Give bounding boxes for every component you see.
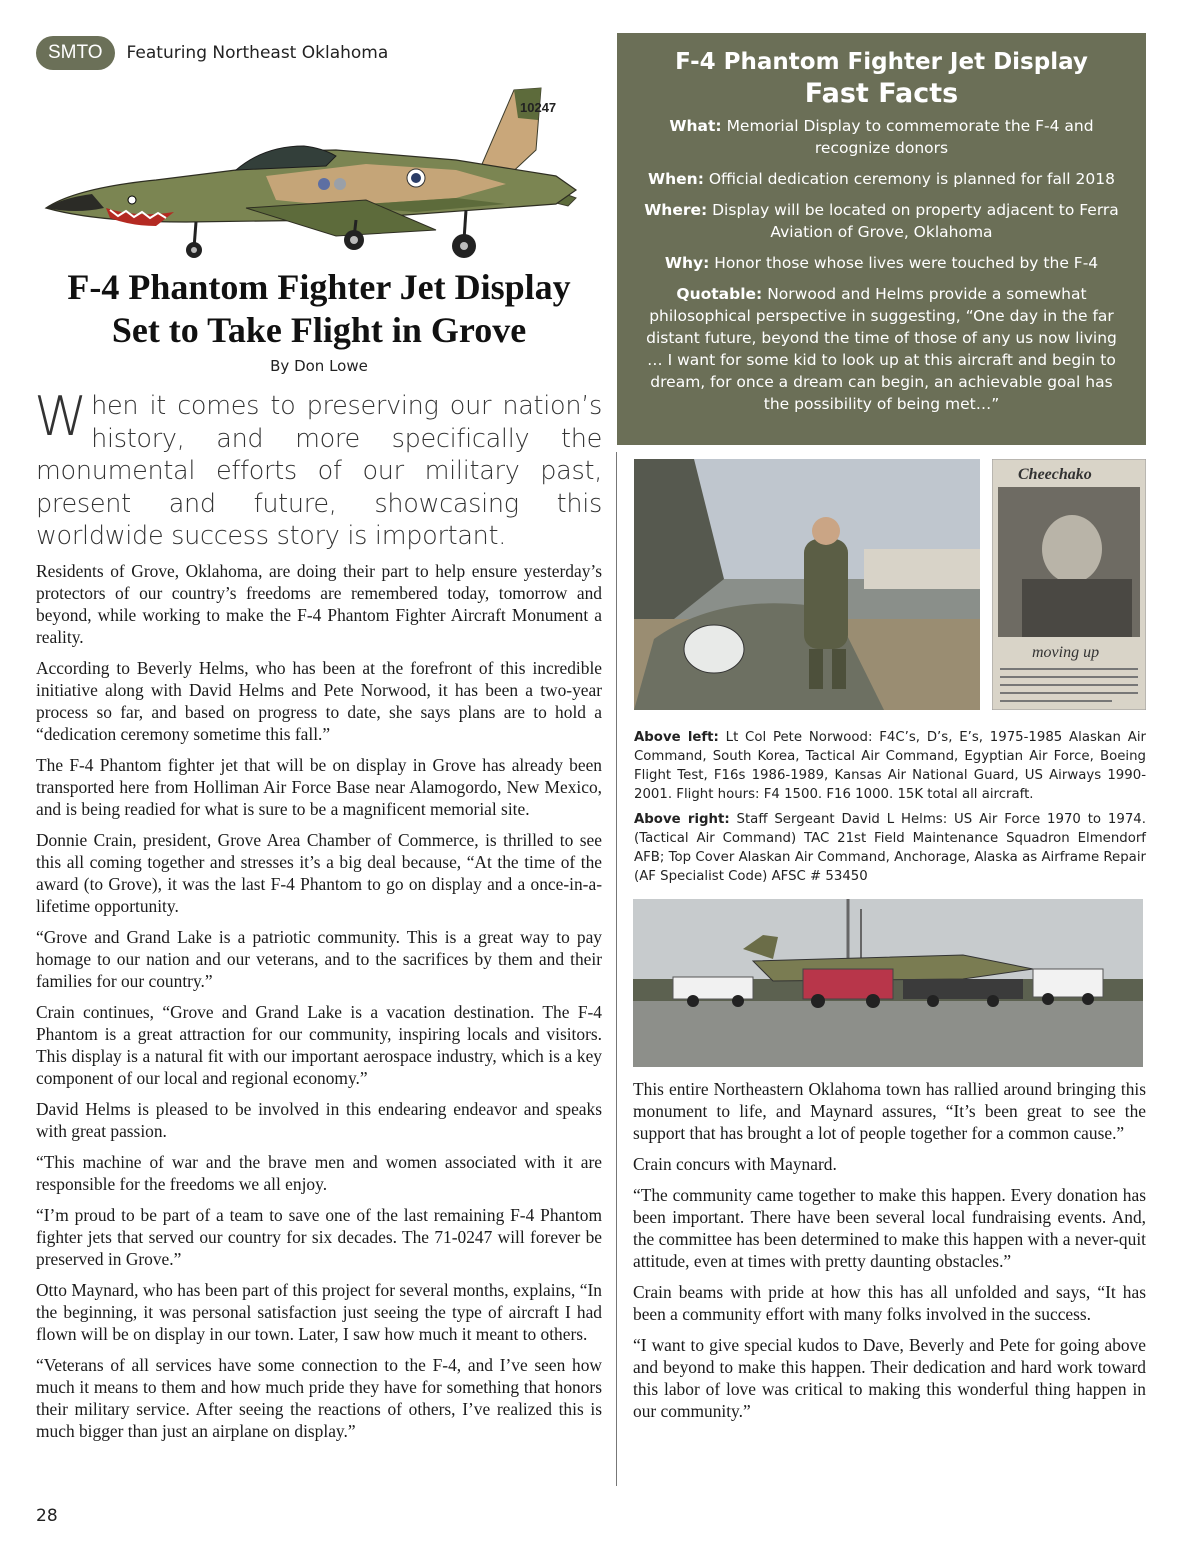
newspaper-clipping-photo (992, 459, 1146, 710)
magazine-badge: SMTO (36, 36, 115, 70)
byline: By Don Lowe (270, 357, 368, 375)
lede-paragraph (34, 385, 602, 553)
body-paragraph: “Veterans of all services have some connection to the F-4, and I’ve seen how much it means to them and how much pride they have for something that honors their military service. After seeing the reactions of others, I’ve realized this is much bigger than just an airplane on display.” (36, 1355, 602, 1441)
body-paragraph: This entire Northeastern Oklahoma town has rallied around bringing this monument to life, and Maynard assures, “It’s been great to see the support that has brought a lot of people together for a common cause.” (633, 1079, 1146, 1143)
body-column-left (36, 560, 602, 1451)
body-paragraph: David Helms is pleased to be involved in this endearing endeavor and speaks with great passion. (36, 1099, 602, 1141)
fast-facts-subtitle: Fast Facts (804, 78, 959, 109)
tail-code: 10247 (520, 100, 557, 115)
body-paragraph: “I want to give special kudos to Dave, Beverly and Pete for going above and beyond to make this happen. Their dedication and hard work toward this labor of love was critical to making this wonderful thing happen in our community.” (633, 1335, 1146, 1421)
body-paragraph: Otto Maynard, who has been part of this project for several months, explains, “In the beginning, it was personal satisfaction just seeing the type of aircraft I had flown will be on display in our town. Later, I saw how much it meant to others. (36, 1280, 602, 1344)
fact-where: Where: Display will be located on property adjacent to Ferra Aviation of Grove, Oklahoma (644, 201, 1119, 241)
body-paragraph: Crain beams with pride at how this has all unfolded and says, “It has been a community effort with many folks involved in the success. (633, 1282, 1146, 1324)
body-paragraph: “I’m proud to be part of a team to save one of the last remaining F-4 Phantom fighter jets that served our country for six decades. The 71-0247 will forever be preserved in Grove.” (36, 1205, 602, 1269)
article-title-line1: F-4 Phantom Fighter Jet Display (67, 267, 571, 307)
fact-quotable: Quotable: Norwood and Helms provide a somewhat philosophical perspective in suggesting, “One day in the far distant future, beyond the time of those of any us now living … I want for some kid to look up at this aircraft and begin to dream, for once a dream can begin, an achievable goal has the possibility of being met…” (646, 285, 1117, 413)
article-title (36, 266, 602, 352)
f4-phantom-image (36, 80, 616, 260)
body-paragraph: The F-4 Phantom fighter jet that will be on display in Grove has already been transported here from Holliman Air Force Base near Alamogordo, New Mexico, and is being readied for what is sure to be a magnificent memorial site. (36, 755, 602, 819)
clipping-title: Cheechako (1018, 466, 1092, 483)
body-paragraph: “This machine of war and the brave men and women associated with it are responsible for the freedoms we all enjoy. (36, 1152, 602, 1194)
body-paragraph: Donnie Crain, president, Grove Area Chamber of Commerce, is thrilled to see this all coming together and stresses it’s a big deal because, “At the time of the award (to Grove), it was the last F-4 Phantom to go on display and a once-in-a-lifetime opportunity. (36, 830, 602, 916)
body-paragraph: Crain continues, “Grove and Grand Lake is a vacation destination. The F-4 Phantom is a great attraction for our community, inspiring locals and visitors. This display is a natural fit with our important aerospace industry, which is a key component of our local and regional economy.” (36, 1002, 602, 1088)
article-title-line2: Set to Take Flight in Grove (111, 310, 527, 350)
fact-why: Why: Honor those whose lives were touched by the F-4 (664, 254, 1099, 272)
body-paragraph: Residents of Grove, Oklahoma, are doing their part to help ensure yesterday’s protectors of our country’s freedoms are remembered today, tomorrow and beyond, while working to make the F-4 Phantom Fighter Aircraft Monument a reality. (36, 561, 602, 647)
body-paragraph: “The community came together to make this happen. Every donation has been important. There have been several local fundraising events. And, the committee has been determined to make this happen with a never-quit attitude, even at times with pretty daunting obstacles.” (633, 1185, 1146, 1271)
caption-above-left: Above left: Lt Col Pete Norwood: F4C’s, D’s, E’s, 1975-1985 Alaskan Air Command, South Korea, Tactical Air Command, Egyptian Air Force, Boeing Flight Test, F16s 1986-1989, Kansas Air National Guard, US Airways 1990-2001. Flight hours: F4 1500. F16 1000. 15K total all aircraft. (634, 730, 1146, 802)
clipping-heading: moving up (1032, 644, 1100, 661)
fast-facts-panel (617, 33, 1146, 445)
column-divider (616, 452, 617, 1486)
lede-text: hen it comes to preserving our nation’s history, and more specifically the monumental efforts of our military past, present and future, showcasing this worldwide success story is important. (36, 391, 602, 551)
section-label: Featuring Northeast Oklahoma (126, 43, 389, 63)
fast-facts-title: F-4 Phantom Fighter Jet Display (675, 49, 1088, 75)
caption-above-right: Above right: Staff Sergeant David L Helms: US Air Force 1970 to 1974. (Tactical Air Command) TAC 21st Field Maintenance Squadron Elmendorf AFB; Top Cover Alaskan Air Command, Anchorage, Alaska as Airframe Repair (AF Specialist Code) AFSC # 53450 (634, 812, 1146, 884)
page-number: 28 (36, 1506, 58, 1526)
body-column-right (633, 1078, 1146, 1431)
body-paragraph: Crain concurs with Maynard. (633, 1154, 837, 1174)
transport-photo (633, 899, 1143, 1067)
body-paragraph: According to Beverly Helms, who has been at the forefront of this incredible initiative along with David Helms and Pete Norwood, it has been a two-year process so far, and based on progress to date, she says plans are to hold a “dedication ceremony sometime this fall.” (36, 658, 602, 744)
pilot-photo (634, 459, 980, 710)
page-header (36, 36, 388, 70)
body-paragraph: “Grove and Grand Lake is a patriotic community. This is a great way to pay homage to our nation and our veterans, and to the sacrifices by them and their families for our country.” (36, 927, 602, 991)
drop-cap: W (34, 385, 88, 448)
fact-when: When: Official dedication ceremony is planned for fall 2018 (648, 170, 1115, 188)
fact-what: What: Memorial Display to commemorate the F-4 and recognize donors (669, 117, 1094, 157)
